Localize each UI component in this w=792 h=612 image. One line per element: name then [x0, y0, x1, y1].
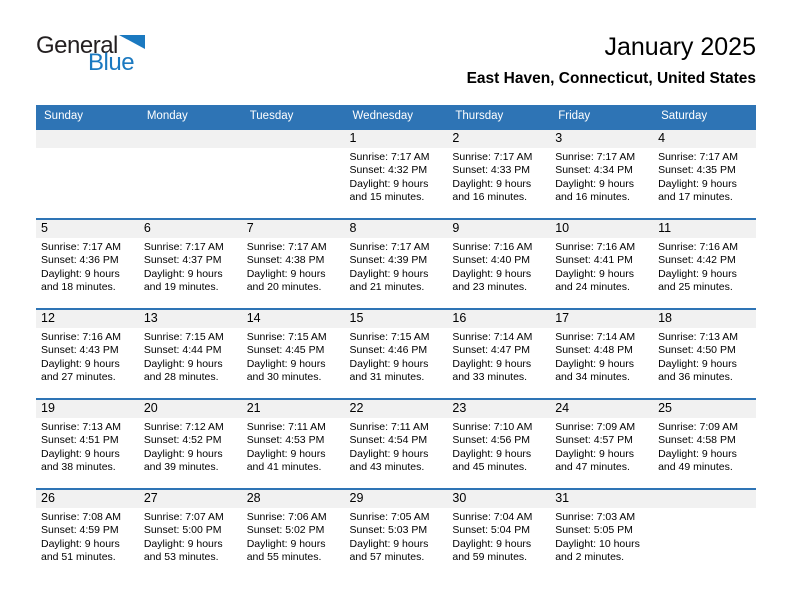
empty-day-cell: [653, 489, 756, 578]
sunrise-text: Sunrise: 7:17 AM: [143, 241, 224, 253]
sunrise-text: Sunrise: 7:03 AM: [555, 511, 636, 523]
day-cell-20: [139, 399, 242, 489]
day-details: [550, 508, 653, 565]
daylight-text: Daylight: 9 hours and 18 minutes.: [41, 267, 120, 294]
sunset-text: Sunset: 5:04 PM: [452, 524, 531, 537]
week-row: [36, 129, 756, 219]
sunset-text: Sunset: 5:05 PM: [555, 524, 633, 537]
sunset-text: Sunset: 4:36 PM: [41, 254, 119, 267]
day-cell-11: [653, 219, 756, 309]
daylight-text: Daylight: 9 hours and 27 minutes.: [41, 357, 120, 384]
day-number: 24: [550, 400, 653, 418]
day-cell-31: [550, 489, 653, 578]
daylight-text: Daylight: 9 hours and 28 minutes.: [143, 357, 223, 384]
sunrise-text: Sunrise: 7:17 AM: [246, 241, 327, 253]
day-cell-7: [242, 219, 345, 309]
daylight-text: Daylight: 9 hours and 49 minutes.: [658, 447, 737, 474]
day-number: 21: [242, 400, 345, 418]
day-details: [139, 328, 242, 385]
day-cell-30: [447, 489, 550, 578]
weekday-header-sunday: Sunday: [36, 105, 139, 129]
weekday-header-wednesday: Wednesday: [345, 105, 448, 129]
sunrise-text: Sunrise: 7:07 AM: [143, 511, 224, 523]
day-number: [653, 490, 756, 508]
day-number: 5: [36, 220, 139, 238]
sunset-text: Sunset: 4:58 PM: [658, 434, 736, 447]
daylight-text: Daylight: 9 hours and 33 minutes.: [452, 357, 532, 384]
day-number: 25: [653, 400, 756, 418]
logo-word-general: General: [36, 32, 118, 59]
daylight-text: Daylight: 9 hours and 30 minutes.: [246, 357, 326, 384]
day-number: 10: [550, 220, 653, 238]
day-cell-4: [653, 129, 756, 219]
week-row: [36, 399, 756, 489]
sunset-text: Sunset: 4:44 PM: [143, 344, 222, 357]
daylight-text: Daylight: 9 hours and 23 minutes.: [452, 267, 532, 294]
day-number: 26: [36, 490, 139, 508]
sunrise-text: Sunrise: 7:17 AM: [555, 151, 636, 163]
day-details: [139, 238, 242, 295]
day-number: 16: [447, 310, 550, 328]
day-number: [139, 130, 242, 148]
sunrise-text: Sunrise: 7:17 AM: [41, 241, 121, 253]
sunset-text: Sunset: 4:40 PM: [452, 254, 531, 267]
day-details: [242, 328, 345, 385]
day-cell-21: [242, 399, 345, 489]
sunset-text: Sunset: 4:47 PM: [452, 344, 531, 357]
sunset-text: Sunset: 4:53 PM: [246, 434, 325, 447]
daylight-text: Daylight: 9 hours and 34 minutes.: [555, 357, 635, 384]
day-details: [447, 508, 550, 565]
daylight-text: Daylight: 9 hours and 24 minutes.: [555, 267, 635, 294]
week-row: [36, 219, 756, 309]
day-number: 12: [36, 310, 139, 328]
day-number: 31: [550, 490, 653, 508]
sunrise-text: Sunrise: 7:08 AM: [41, 511, 121, 523]
sunset-text: Sunset: 4:50 PM: [658, 344, 736, 357]
day-cell-28: [242, 489, 345, 578]
sunset-text: Sunset: 4:33 PM: [452, 164, 531, 177]
daylight-text: Daylight: 9 hours and 53 minutes.: [143, 537, 223, 564]
sunset-text: Sunset: 4:46 PM: [349, 344, 428, 357]
weekday-header-thursday: Thursday: [447, 105, 550, 129]
sunset-text: Sunset: 4:56 PM: [452, 434, 531, 447]
daylight-text: Daylight: 9 hours and 15 minutes.: [349, 177, 429, 204]
sunrise-text: Sunrise: 7:16 AM: [658, 241, 739, 253]
day-cell-15: [345, 309, 448, 399]
day-number: 19: [36, 400, 139, 418]
daylight-text: Daylight: 9 hours and 25 minutes.: [658, 267, 737, 294]
day-cell-1: [345, 129, 448, 219]
sunset-text: Sunset: 4:32 PM: [349, 164, 428, 177]
day-cell-29: [345, 489, 448, 578]
day-cell-9: [447, 219, 550, 309]
sunrise-text: Sunrise: 7:16 AM: [555, 241, 636, 253]
day-number: 9: [447, 220, 550, 238]
month-title: January 2025: [604, 33, 756, 61]
daylight-text: Daylight: 9 hours and 51 minutes.: [41, 537, 120, 564]
day-cell-23: [447, 399, 550, 489]
day-cell-24: [550, 399, 653, 489]
calendar-titles: [467, 34, 756, 87]
daylight-text: Daylight: 9 hours and 45 minutes.: [452, 447, 532, 474]
day-number: 22: [345, 400, 448, 418]
day-details: [550, 328, 653, 385]
week-row: [36, 489, 756, 578]
sunrise-text: Sunrise: 7:04 AM: [452, 511, 533, 523]
daylight-text: Daylight: 9 hours and 17 minutes.: [658, 177, 737, 204]
day-details: [653, 328, 756, 385]
day-number: 17: [550, 310, 653, 328]
sunset-text: Sunset: 4:37 PM: [143, 254, 222, 267]
day-details: [242, 238, 345, 295]
day-number: 7: [242, 220, 345, 238]
day-details: [242, 508, 345, 565]
day-details: [242, 418, 345, 475]
sunrise-text: Sunrise: 7:09 AM: [555, 421, 636, 433]
sunset-text: Sunset: 4:45 PM: [246, 344, 325, 357]
daylight-text: Daylight: 9 hours and 31 minutes.: [349, 357, 429, 384]
sunrise-text: Sunrise: 7:11 AM: [349, 421, 429, 433]
day-details: [447, 328, 550, 385]
sunrise-text: Sunrise: 7:06 AM: [246, 511, 327, 523]
weekday-header-row: [36, 105, 756, 129]
top-bar: [36, 34, 756, 102]
day-number: 3: [550, 130, 653, 148]
day-details: [345, 418, 448, 475]
sunset-text: Sunset: 4:54 PM: [349, 434, 428, 447]
day-cell-6: [139, 219, 242, 309]
sunrise-text: Sunrise: 7:16 AM: [452, 241, 533, 253]
sunrise-text: Sunrise: 7:05 AM: [349, 511, 430, 523]
day-details: [139, 418, 242, 475]
calendar-page: [36, 0, 756, 578]
sunset-text: Sunset: 4:35 PM: [658, 164, 736, 177]
day-number: 20: [139, 400, 242, 418]
daylight-text: Daylight: 9 hours and 16 minutes.: [452, 177, 532, 204]
day-details: [345, 328, 448, 385]
day-cell-13: [139, 309, 242, 399]
weekday-header-monday: Monday: [139, 105, 242, 129]
day-cell-14: [242, 309, 345, 399]
day-cell-2: [447, 129, 550, 219]
day-number: 30: [447, 490, 550, 508]
daylight-text: Daylight: 9 hours and 39 minutes.: [143, 447, 223, 474]
sunrise-text: Sunrise: 7:13 AM: [658, 331, 739, 343]
weekday-header-tuesday: Tuesday: [242, 105, 345, 129]
calendar-table: [36, 105, 756, 578]
day-cell-18: [653, 309, 756, 399]
day-number: 6: [139, 220, 242, 238]
day-details: [345, 148, 448, 205]
day-details: [447, 418, 550, 475]
day-number: 14: [242, 310, 345, 328]
sunrise-text: Sunrise: 7:17 AM: [452, 151, 533, 163]
daylight-text: Daylight: 9 hours and 43 minutes.: [349, 447, 429, 474]
day-number: 28: [242, 490, 345, 508]
sunrise-text: Sunrise: 7:13 AM: [41, 421, 121, 433]
day-cell-17: [550, 309, 653, 399]
sunset-text: Sunset: 4:38 PM: [246, 254, 325, 267]
day-number: 4: [653, 130, 756, 148]
sunrise-text: Sunrise: 7:15 AM: [246, 331, 327, 343]
sunrise-text: Sunrise: 7:17 AM: [349, 151, 430, 163]
sunrise-text: Sunrise: 7:14 AM: [555, 331, 636, 343]
daylight-text: Daylight: 9 hours and 57 minutes.: [349, 537, 429, 564]
logo-word-blue: Blue: [88, 49, 135, 76]
sunset-text: Sunset: 4:52 PM: [143, 434, 222, 447]
day-details: [653, 148, 756, 205]
sunset-text: Sunset: 4:48 PM: [555, 344, 633, 357]
day-number: 2: [447, 130, 550, 148]
day-details: [36, 328, 139, 385]
sunrise-text: Sunrise: 7:12 AM: [143, 421, 224, 433]
daylight-text: Daylight: 9 hours and 41 minutes.: [246, 447, 326, 474]
sunrise-text: Sunrise: 7:17 AM: [658, 151, 739, 163]
empty-day-cell: [242, 129, 345, 219]
sunset-text: Sunset: 4:42 PM: [658, 254, 736, 267]
day-number: 23: [447, 400, 550, 418]
sunrise-text: Sunrise: 7:15 AM: [349, 331, 430, 343]
empty-day-cell: [139, 129, 242, 219]
daylight-text: Daylight: 9 hours and 55 minutes.: [246, 537, 326, 564]
day-cell-8: [345, 219, 448, 309]
day-cell-10: [550, 219, 653, 309]
daylight-text: Daylight: 9 hours and 21 minutes.: [349, 267, 429, 294]
sunset-text: Sunset: 4:39 PM: [349, 254, 428, 267]
general-blue-logo: [36, 34, 186, 75]
sunrise-text: Sunrise: 7:17 AM: [349, 241, 430, 253]
day-number: 1: [345, 130, 448, 148]
sunset-text: Sunset: 4:34 PM: [555, 164, 633, 177]
sunrise-text: Sunrise: 7:11 AM: [246, 421, 326, 433]
day-details: [345, 238, 448, 295]
day-details: [36, 238, 139, 295]
day-cell-16: [447, 309, 550, 399]
empty-day-cell: [36, 129, 139, 219]
daylight-text: Daylight: 9 hours and 36 minutes.: [658, 357, 737, 384]
weekday-header-friday: Friday: [550, 105, 653, 129]
sunrise-text: Sunrise: 7:09 AM: [658, 421, 739, 433]
day-details: [36, 418, 139, 475]
day-details: [36, 508, 139, 565]
day-number: 8: [345, 220, 448, 238]
day-number: 18: [653, 310, 756, 328]
sunset-text: Sunset: 5:02 PM: [246, 524, 325, 537]
sunset-text: Sunset: 4:59 PM: [41, 524, 119, 537]
week-row: [36, 309, 756, 399]
day-details: [345, 508, 448, 565]
day-details: [139, 508, 242, 565]
sunset-text: Sunset: 4:43 PM: [41, 344, 119, 357]
day-cell-19: [36, 399, 139, 489]
daylight-text: Daylight: 9 hours and 16 minutes.: [555, 177, 635, 204]
day-details: [653, 418, 756, 475]
sunrise-text: Sunrise: 7:10 AM: [452, 421, 533, 433]
day-cell-27: [139, 489, 242, 578]
day-details: [550, 418, 653, 475]
location-subtitle: East Haven, Connecticut, United States: [466, 69, 756, 87]
day-number: [242, 130, 345, 148]
day-cell-22: [345, 399, 448, 489]
day-cell-26: [36, 489, 139, 578]
day-number: 29: [345, 490, 448, 508]
day-cell-25: [653, 399, 756, 489]
day-details: [653, 238, 756, 295]
sunset-text: Sunset: 4:41 PM: [555, 254, 633, 267]
sunrise-text: Sunrise: 7:14 AM: [452, 331, 533, 343]
day-details: [550, 238, 653, 295]
day-number: 27: [139, 490, 242, 508]
sunset-text: Sunset: 5:00 PM: [143, 524, 222, 537]
day-number: 15: [345, 310, 448, 328]
day-number: 13: [139, 310, 242, 328]
daylight-text: Daylight: 10 hours and 2 minutes.: [555, 537, 640, 564]
weekday-header-saturday: Saturday: [653, 105, 756, 129]
sunset-text: Sunset: 4:51 PM: [41, 434, 119, 447]
day-details: [447, 148, 550, 205]
sunset-text: Sunset: 5:03 PM: [349, 524, 428, 537]
day-cell-3: [550, 129, 653, 219]
sunset-text: Sunset: 4:57 PM: [555, 434, 633, 447]
daylight-text: Daylight: 9 hours and 47 minutes.: [555, 447, 635, 474]
daylight-text: Daylight: 9 hours and 19 minutes.: [143, 267, 223, 294]
day-number: [36, 130, 139, 148]
sunrise-text: Sunrise: 7:15 AM: [143, 331, 224, 343]
daylight-text: Daylight: 9 hours and 59 minutes.: [452, 537, 532, 564]
day-details: [447, 238, 550, 295]
day-cell-12: [36, 309, 139, 399]
daylight-text: Daylight: 9 hours and 20 minutes.: [246, 267, 326, 294]
day-details: [550, 148, 653, 205]
sunrise-text: Sunrise: 7:16 AM: [41, 331, 121, 343]
day-cell-5: [36, 219, 139, 309]
daylight-text: Daylight: 9 hours and 38 minutes.: [41, 447, 120, 474]
day-number: 11: [653, 220, 756, 238]
